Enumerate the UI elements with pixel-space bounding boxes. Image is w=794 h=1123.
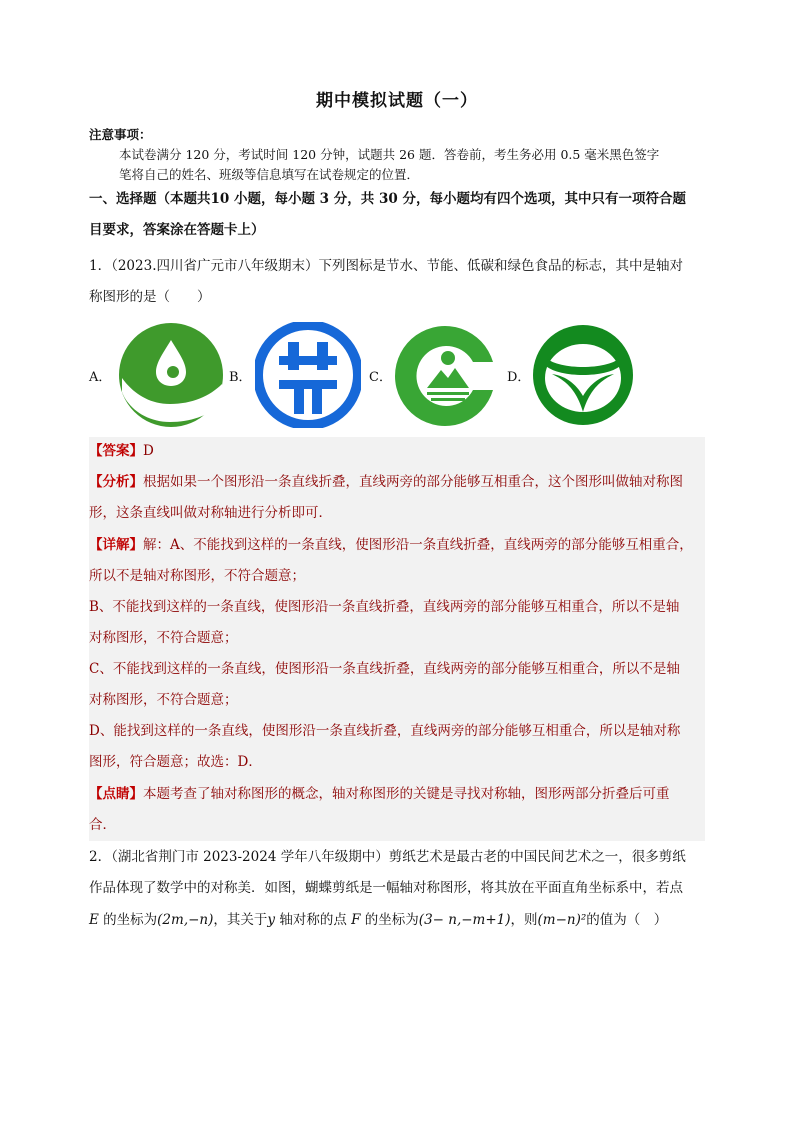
point-e-coord: (2m,−n): [157, 912, 214, 928]
point-f-coord: (3− n,−m+1): [418, 912, 511, 928]
detail-text-2: 所以不是轴对称图形，不符合题意；: [89, 568, 305, 584]
y-axis-label: y: [267, 912, 276, 928]
energy-saving-logo-icon: [255, 322, 361, 428]
detail-text-5: C、不能找到这样的一条直线，使图形沿一条直线折叠，直线两旁的部分能够互相重合，所以不是轴: [89, 661, 680, 677]
section-heading-line-2: 目要求，答案涂在答题卡上）: [89, 222, 265, 238]
notice-line-2: 笔将自己的姓名、班级等信息填写在试卷规定的位置．: [119, 167, 420, 182]
question-1-line-1: 1．（2023.四川省广元市八年级期末）下列图标是节水、节能、低碳和绿色食品的标志，其中是轴对: [89, 258, 683, 274]
point-e-label: E: [89, 912, 99, 928]
analysis-tag: 【分析】: [89, 474, 143, 490]
water-saving-logo-icon: [118, 322, 224, 428]
detail-text-7: D、能找到这样的一条直线，使图形沿一条直线折叠，直线两旁的部分能够互相重合，所以是轴对称: [89, 723, 681, 739]
section-heading-line-1: 一、选择题（本题共10 小题，每小题 3 分，共 30 分，每小题均有四个选项，其中只有一项符合题: [89, 191, 686, 207]
detail-text-1: 解：A、不能找到这样的一条直线，使图形沿一条直线折叠，直线两旁的部分能够互相重合，: [143, 537, 693, 553]
q2-text-f: 轴对称的点: [275, 912, 352, 928]
detail-tag: 【详解】: [89, 537, 143, 553]
q2-text-d: ，其关于: [213, 912, 268, 928]
notice-line-1: 本试卷满分 120 分，考试时间 120 分钟，试题共 26 题．答卷前，考生务必用 0.5 毫米黑色签字: [119, 147, 660, 162]
analysis-line-1: [89, 472, 705, 492]
question-2-line-2: 作品体现了数学中的对称美．如图，蝴蝶剪纸是一幅轴对称图形，将其放在平面直角坐标系中，若点: [89, 880, 683, 896]
comment-line-1: [89, 784, 705, 804]
answer-tag: 【答案】: [89, 443, 143, 459]
low-carbon-logo-icon: [393, 322, 499, 428]
q2-text-j: ，则: [510, 912, 538, 928]
detail-text-3: B、不能找到这样的一条直线，使图形沿一条直线折叠，直线两旁的部分能够互相重合，所以不是轴: [89, 599, 680, 615]
q2-text-b: 的坐标为: [98, 912, 158, 928]
option-d-label: D．: [507, 370, 531, 385]
detail-text-6: 对称图形，不符合题意；: [89, 692, 238, 708]
question-2-line-1: 2．（湖北省荆门市 2023-2024 学年八年级期中）剪纸艺术是最古老的中国民间艺术之一，很多剪纸: [89, 849, 686, 865]
detail-text-8: 图形，符合题意；故选：D．: [89, 754, 262, 770]
answer-line: [89, 441, 705, 461]
detail-line-1: [89, 535, 705, 555]
q2-text-l: 的值为（ ）: [586, 912, 668, 928]
option-c-label: C．: [369, 370, 392, 385]
answer-value: D: [143, 443, 154, 459]
notice-heading: 注意事项：: [89, 127, 152, 142]
page-title: 期中模拟试题（一）: [316, 91, 478, 111]
question-2-line-3: [89, 911, 705, 929]
expression: (m−n)²: [537, 912, 587, 928]
analysis-text-1: 根据如果一个图形沿一条直线折叠，直线两旁的部分能够互相重合，这个图形叫做轴对称图: [143, 474, 683, 490]
point-f-label: F: [351, 912, 361, 928]
comment-tag: 【点睛】: [89, 786, 143, 802]
question-1-line-2: 称图形的是（ ）: [89, 289, 211, 305]
comment-text-2: 合．: [89, 817, 116, 833]
detail-text-4: 对称图形，不符合题意；: [89, 630, 238, 646]
option-b-label: B．: [229, 370, 252, 385]
q2-text-h: 的坐标为: [360, 912, 419, 928]
question-1-options: [89, 322, 705, 428]
analysis-text-2: 形，这条直线叫做对称轴进行分析即可．: [89, 505, 332, 521]
green-food-logo-icon: [530, 322, 636, 428]
comment-text-1: 本题考查了轴对称图形的概念，轴对称图形的关键是寻找对称轴，图形两部分折叠后可重: [143, 786, 670, 802]
option-a-label: A．: [89, 370, 112, 385]
